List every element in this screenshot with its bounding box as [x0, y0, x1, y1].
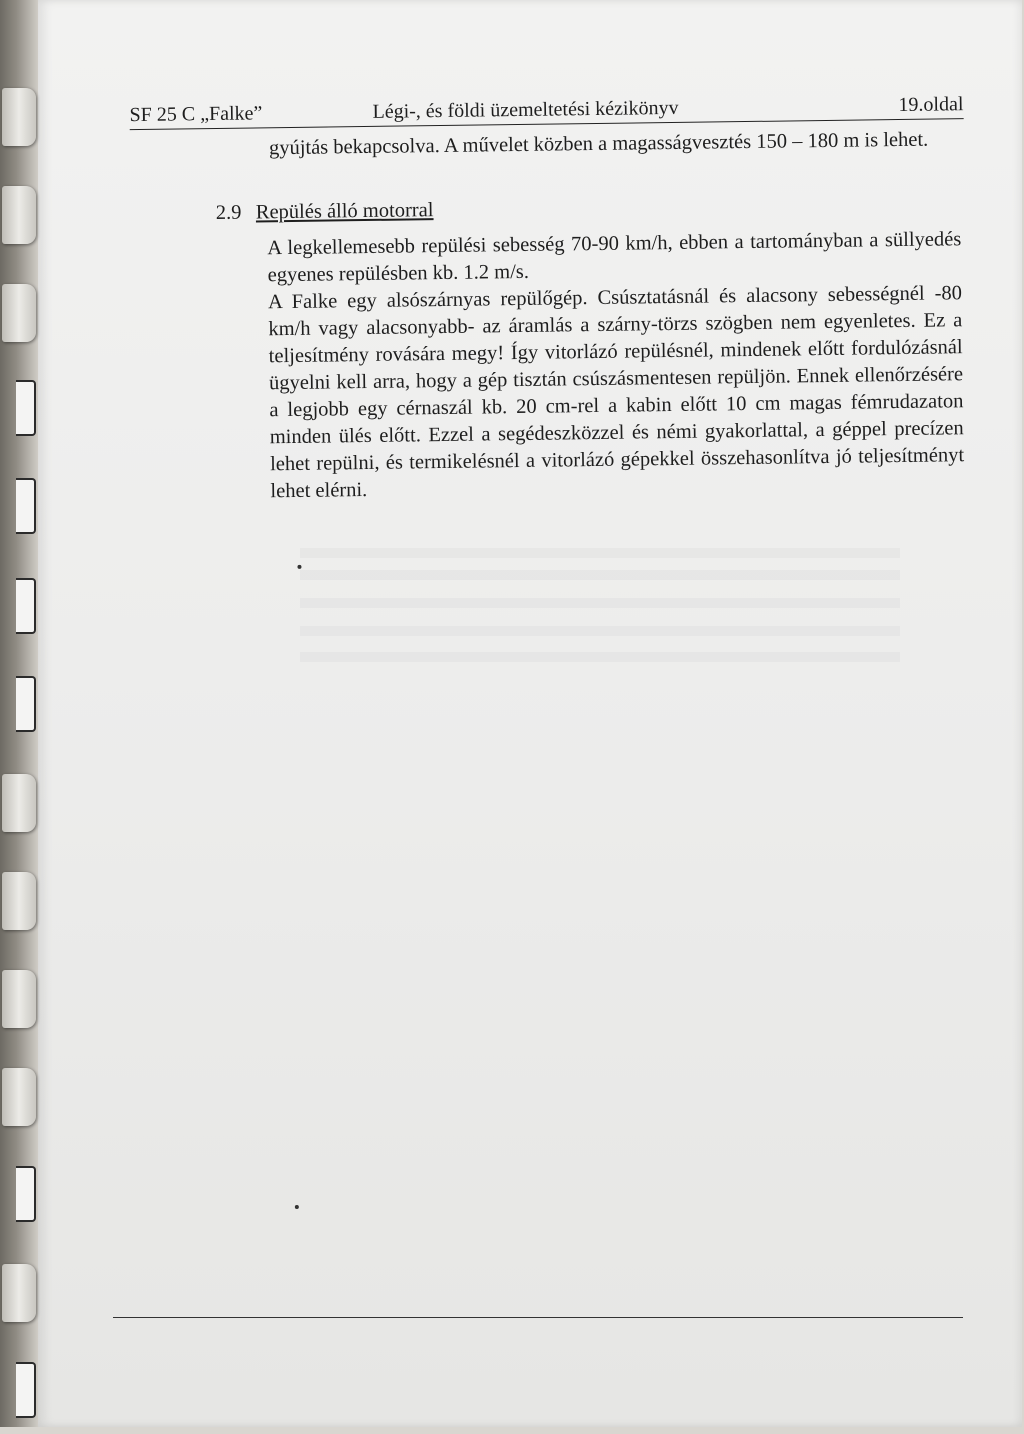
paragraph: A legkellemesebb repülési sebesség 70-90 km/h, ebben a tartományban a süllyedés egyenes repülésben kb. 1.2 m/s.: [267, 228, 962, 287]
page-number: 19.oldal: [898, 93, 964, 117]
running-header: [129, 90, 963, 130]
section-title: Repülés álló motorral: [255, 199, 434, 224]
section-number: 2.9: [215, 201, 242, 224]
dust-speck: [295, 1205, 299, 1209]
header-title: Légi-, és földi üzemeltetési kézikönyv: [372, 96, 679, 123]
section-heading: [216, 199, 434, 225]
continued-text: gyújtás bekapcsolva. A művelet közben a magasságvesztés 150 – 180 m is lehet.: [268, 128, 929, 160]
header-aircraft: SF 25 C „Falke”: [129, 102, 263, 127]
footer-rule: [113, 1317, 963, 1318]
dust-speck: [297, 565, 301, 569]
paragraph: A Falke egy alsószárnyas repülőgép. Csúsztatásnál és alacsony sebességnél -80 km/h vagy alacsonyabb- az áramlás a szárny-törzs szögben nem egyenletes. Ez a teljesítmény rovására megy! Így vitorlázó repülésnél, mindenek előtt fordulózásnál ügyelni kell arra, hogy a gép tisztán csúszásmentesen repüljön. Ennek ellenőrzésére a legjobb egy cérnaszál kb. 20 cm-rel a kabin előtt 10 cm magas fémrudazaton minden ülés előtt. Ezzel a segédeszközzel és némi gyakorlattal, a géppel precízen lehet repülni, és termikelésnél a vitorlázó gépekkel összehasonlítva jó teljesítményt lehet elérni.: [267, 282, 965, 503]
